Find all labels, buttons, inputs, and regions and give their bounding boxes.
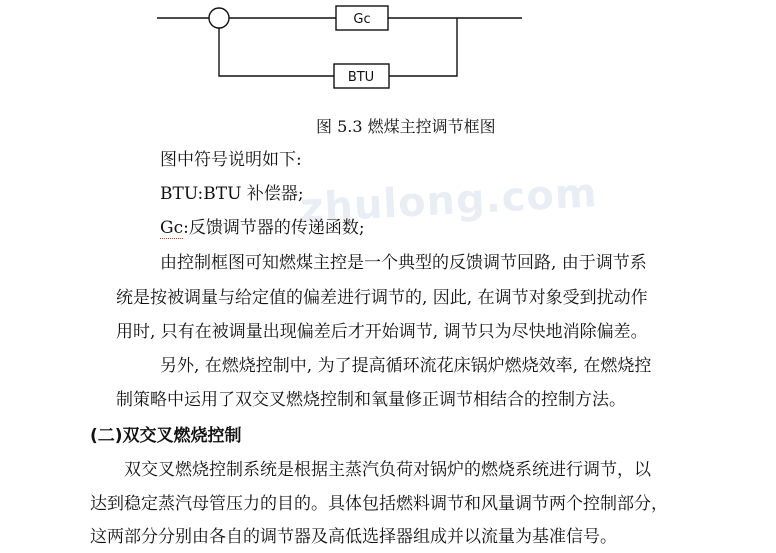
legend-gc-text: :反馈调节器的传递函数; xyxy=(183,218,365,238)
legend-intro: 图中符号说明如下: xyxy=(160,150,302,170)
paragraph-3-line-1: 双交叉燃烧控制系统是根据主蒸汽负荷对锅炉的燃烧系统进行调节，以 xyxy=(124,460,651,480)
feedback-left-line xyxy=(219,28,334,76)
feedback-right-line xyxy=(389,18,457,76)
paragraph-1-line-3: 用时, 只有在被调量出现偏差后才开始调节, 调节只为尽快地消除偏差。 xyxy=(116,322,648,342)
gc-block-label: Gc xyxy=(353,12,371,27)
control-block-diagram xyxy=(0,0,776,100)
legend-gc-symbol: Gc xyxy=(160,218,184,238)
paragraph-3-line-3: 这两部分分别由各自的调节器及高低选择器组成并以流量为基准信号。 xyxy=(90,527,617,547)
paragraph-1-line-1: 由控制框图可知燃煤主控是一个典型的反馈调节回路, 由于调节系 xyxy=(160,253,647,273)
summing-junction xyxy=(209,8,229,28)
section-heading: (二)双交叉燃烧控制 xyxy=(90,426,242,446)
legend-gc xyxy=(160,218,365,238)
paragraph-2-line-2: 制策略中运用了双交叉燃烧控制和氧量修正调节相结合的控制方法。 xyxy=(116,390,626,410)
paragraph-1-line-2: 统是按被调量与给定值的偏差进行调节的, 因此, 在调节对象受到扰动作 xyxy=(116,288,648,308)
paragraph-3-line-2: 达到稳定蒸汽母管压力的目的。具体包括燃料调节和风量调节两个控制部分， xyxy=(90,494,668,514)
btu-block-label: BTU xyxy=(347,70,375,85)
figure-caption: 图 5.3 燃煤主控调节框图 xyxy=(316,117,496,136)
paragraph-2-line-1: 另外, 在燃烧控制中, 为了提高循环流花床锅炉燃烧效率, 在燃烧控 xyxy=(160,356,652,376)
watermark: zhulong.com xyxy=(299,170,599,232)
legend-btu: BTU:BTU 补偿器; xyxy=(160,184,304,204)
